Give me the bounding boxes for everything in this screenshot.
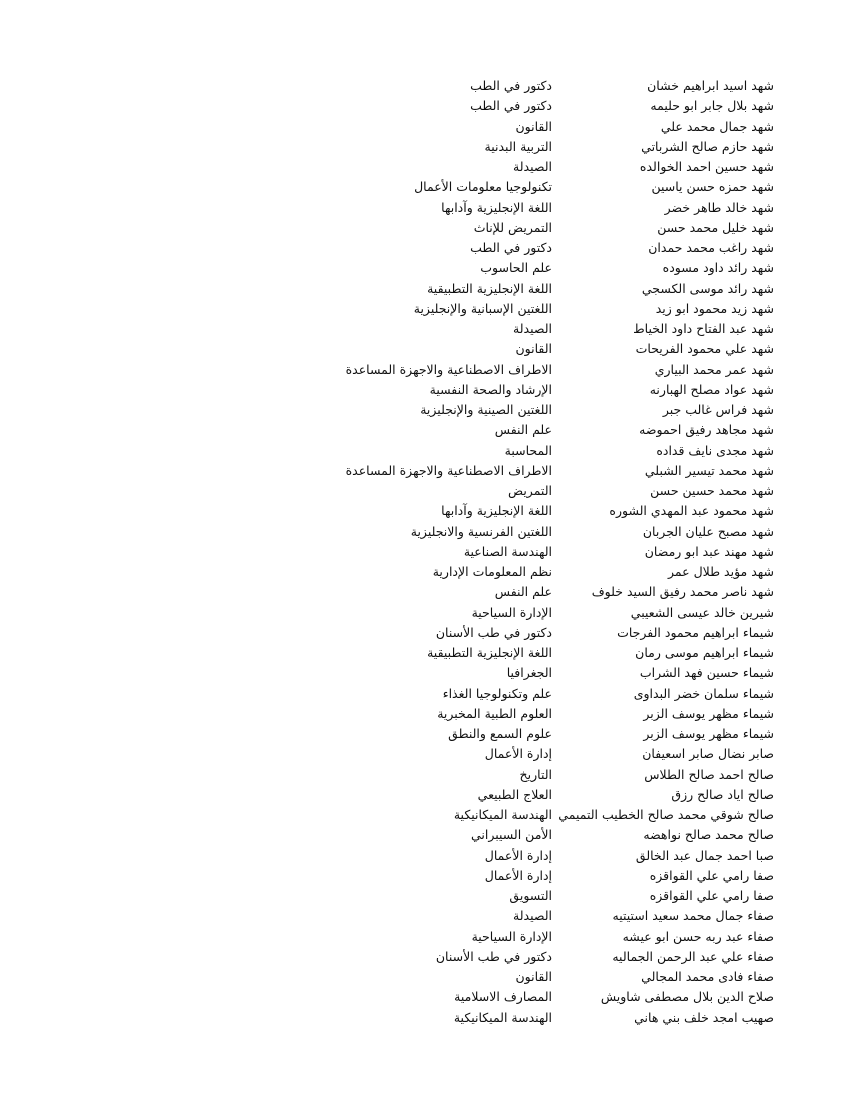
- list-item: [0, 542, 850, 562]
- list-item: [0, 724, 850, 744]
- list-item: [0, 643, 850, 663]
- list-item: [0, 238, 850, 258]
- student-name: صهيب امجد خلف بني هاني: [634, 1009, 774, 1025]
- student-major: المحاسبة: [504, 442, 552, 458]
- student-name: شهد جمال محمد علي: [660, 118, 774, 134]
- list-item: [0, 76, 850, 96]
- student-name: شهد حمزه حسن ياسين: [651, 179, 774, 195]
- list-item: [0, 400, 850, 420]
- list-item: [0, 866, 850, 886]
- student-name: شهد ناصر محمد رفيق السيد خلوف: [591, 584, 774, 600]
- student-name: صالح محمد صالح نواهضه: [643, 827, 774, 843]
- student-major: دكتور في الطب: [470, 78, 552, 93]
- student-major: الصيدلة: [513, 321, 552, 336]
- student-major: علم النفس: [494, 584, 552, 600]
- student-major: الإدارة السياحية: [471, 604, 552, 620]
- student-major: التمريض: [508, 483, 552, 498]
- list-item: [0, 765, 850, 785]
- student-name: صفاء فادى محمد المجالي: [641, 969, 774, 984]
- student-name: صفا رامي علي القواقزه: [649, 867, 774, 883]
- student-major: اللغتين الصينية والإنجليزية: [420, 402, 552, 417]
- student-name: شهد محمد تيسير الشبلي: [644, 462, 774, 478]
- student-major: الإدارة السياحية: [471, 928, 552, 944]
- student-major: إدارة الأعمال: [484, 746, 552, 762]
- student-major: علم النفس: [494, 422, 552, 438]
- student-major: التربية البدنية: [484, 138, 552, 154]
- student-name: صالح شوقي محمد صالح الخطيب التميمي: [558, 807, 774, 822]
- list-item: [0, 582, 850, 602]
- student-name: صفاء عبد ربه حسن ابو عيشه: [622, 928, 774, 944]
- list-item: [0, 420, 850, 440]
- list-item: [0, 825, 850, 845]
- student-name: صفاء علي عبد الرحمن الجماليه: [612, 948, 774, 964]
- list-item: [0, 218, 850, 238]
- student-major: الهندسة الميكانيكية: [453, 1009, 552, 1025]
- list-item: [0, 299, 850, 319]
- list-item: [0, 987, 850, 1007]
- student-major: اللغة الإنجليزية التطبيقية: [427, 645, 552, 660]
- student-name: شهد عواد مصلح الهبارنه: [649, 381, 774, 397]
- student-major: اللغة الإنجليزية وآدابها: [441, 199, 552, 215]
- student-major: التاريخ: [519, 766, 552, 782]
- list-item: [0, 785, 850, 805]
- list-item: [0, 886, 850, 906]
- list-item: [0, 198, 850, 218]
- student-name: شهد علي محمود الفريحات: [635, 341, 774, 357]
- list-item: [0, 927, 850, 947]
- student-name: شيرين خالد عيسى الشعيبي: [630, 604, 774, 620]
- student-major: علم وتكنولوجيا الغذاء: [442, 685, 552, 701]
- student-name: شهد زيد محمود ابو زيد: [655, 300, 774, 316]
- student-name: شيماء ابراهيم محمود الفرجات: [617, 624, 774, 640]
- student-name: صبا احمد جمال عبد الخالق: [635, 847, 774, 863]
- list-item: [0, 562, 850, 582]
- student-major: الجغرافيا: [506, 665, 552, 681]
- student-name: شهد حازم صالح الشرباتي: [641, 138, 774, 154]
- student-major: دكتور في الطب: [470, 98, 552, 114]
- list-item: [0, 461, 850, 481]
- list-item: [0, 137, 850, 157]
- student-major: الإرشاد والصحة النفسية: [429, 381, 552, 397]
- student-name: شهد رائد داود مسوده: [662, 260, 774, 276]
- list-item: [0, 117, 850, 137]
- list-item: [0, 967, 850, 987]
- student-name: شهد مجاهد رفيق احموضه: [639, 422, 774, 438]
- student-name: صالح احمد صالح الطلاس: [644, 766, 774, 782]
- student-name: شهد راغب محمد حمدان: [648, 240, 774, 255]
- student-name: شهد مهند عبد ابو رمضان: [644, 543, 774, 559]
- student-major: الهندسة الميكانيكية: [453, 807, 552, 822]
- list-item: [0, 704, 850, 724]
- student-major: العلوم الطبية المخبرية: [437, 705, 552, 721]
- student-major: القانون: [515, 969, 552, 984]
- student-name: شهد حسين احمد الخوالده: [639, 159, 774, 174]
- student-name: شيماء مظهر يوسف الزبر: [643, 726, 774, 741]
- student-major: الاطراف الاصطناعية والاجهزة المساعدة: [345, 462, 552, 478]
- list-item: [0, 623, 850, 643]
- list-item: [0, 846, 850, 866]
- student-name: صفاء جمال محمد سعيد استيتيه: [612, 908, 774, 924]
- list-item: [0, 1008, 850, 1028]
- list-item: [0, 279, 850, 299]
- list-item: [0, 501, 850, 521]
- student-major: العلاج الطبيعي: [477, 786, 552, 802]
- student-major: علم الحاسوب: [480, 260, 552, 276]
- student-major: القانون: [515, 118, 552, 134]
- student-name: شهد مصبح عليان الجربان: [642, 523, 774, 539]
- student-name: صلاح الدين بلال مصطفى شاويش: [600, 989, 774, 1005]
- list-item: [0, 177, 850, 197]
- list-item: [0, 339, 850, 359]
- student-major: علوم السمع والنطق: [448, 726, 552, 741]
- student-name: شيماء ابراهيم موسى رمان: [635, 645, 774, 660]
- student-major: إدارة الأعمال: [484, 867, 552, 883]
- student-major: التسويق: [509, 888, 552, 903]
- student-major: الصيدلة: [513, 908, 552, 924]
- student-name: شيماء مظهر يوسف الزبر: [643, 705, 774, 721]
- student-major: الهندسة الصناعية: [463, 543, 552, 559]
- student-major: المصارف الاسلامية: [454, 989, 552, 1005]
- list-item: [0, 441, 850, 461]
- student-major: دكتور في طب الأسنان: [435, 624, 552, 640]
- student-major: الأمن السيبراني: [470, 827, 552, 843]
- student-major: اللغتين الفرنسية والانجليزية: [410, 523, 552, 539]
- student-major: القانون: [515, 341, 552, 357]
- list-item: [0, 319, 850, 339]
- list-item: [0, 360, 850, 380]
- student-name: شهد بلال جابر ابو حليمه: [650, 98, 774, 114]
- list-item: [0, 380, 850, 400]
- student-name: شيماء سلمان خضر البداوى: [633, 685, 774, 701]
- student-major: الاطراف الاصطناعية والاجهزة المساعدة: [345, 361, 552, 377]
- student-major: التمريض للإناث: [473, 219, 552, 235]
- student-name: شيماء حسين فهد الشراب: [639, 665, 774, 681]
- student-major: دكتور في الطب: [470, 240, 552, 255]
- list-item: [0, 522, 850, 542]
- list-item: [0, 96, 850, 116]
- student-name: شهد اسيد ابراهيم خشان: [647, 78, 774, 93]
- list-item: [0, 663, 850, 683]
- student-major: اللغة الإنجليزية وآدابها: [441, 503, 552, 519]
- list-item: [0, 906, 850, 926]
- student-major: اللغة الإنجليزية التطبيقية: [427, 280, 552, 296]
- list-item: [0, 744, 850, 764]
- student-name: شهد عمر محمد البياري: [654, 361, 774, 377]
- student-name: شهد محمد حسين حسن: [650, 483, 774, 498]
- list-item: [0, 481, 850, 501]
- student-name: شهد خليل محمد حسن: [657, 219, 774, 235]
- list-item: [0, 947, 850, 967]
- student-major: دكتور في طب الأسنان: [435, 948, 552, 964]
- list-item: [0, 603, 850, 623]
- student-name: شهد فراس غالب جبر: [662, 402, 774, 417]
- student-name: صابر نضال صابر اسعيفان: [642, 746, 774, 762]
- student-name: شهد مجدى نايف قداده: [656, 442, 774, 458]
- student-name: شهد مؤيد طلال عمر: [668, 564, 774, 579]
- student-name: صفا رامي علي القواقزه: [649, 888, 774, 903]
- student-major: اللغتين الإسبانية والإنجليزية: [413, 300, 552, 316]
- list-item: [0, 258, 850, 278]
- list-item: [0, 684, 850, 704]
- student-name: شهد رائد موسى الكسجي: [641, 280, 774, 296]
- student-list: [0, 76, 850, 1028]
- list-item: [0, 805, 850, 825]
- student-name: شهد محمود عبد المهدي الشوره: [609, 503, 774, 519]
- student-major: إدارة الأعمال: [484, 847, 552, 863]
- student-name: شهد خالد طاهر خضر: [664, 199, 774, 215]
- list-item: [0, 157, 850, 177]
- student-major: تكنولوجيا معلومات الأعمال: [414, 179, 552, 195]
- student-major: الصيدلة: [513, 159, 552, 174]
- student-major: نظم المعلومات الإدارية: [432, 564, 552, 579]
- student-name: شهد عبد الفتاح داود الخياط: [633, 321, 774, 336]
- student-name: صالح اياد صالح رزق: [671, 786, 774, 802]
